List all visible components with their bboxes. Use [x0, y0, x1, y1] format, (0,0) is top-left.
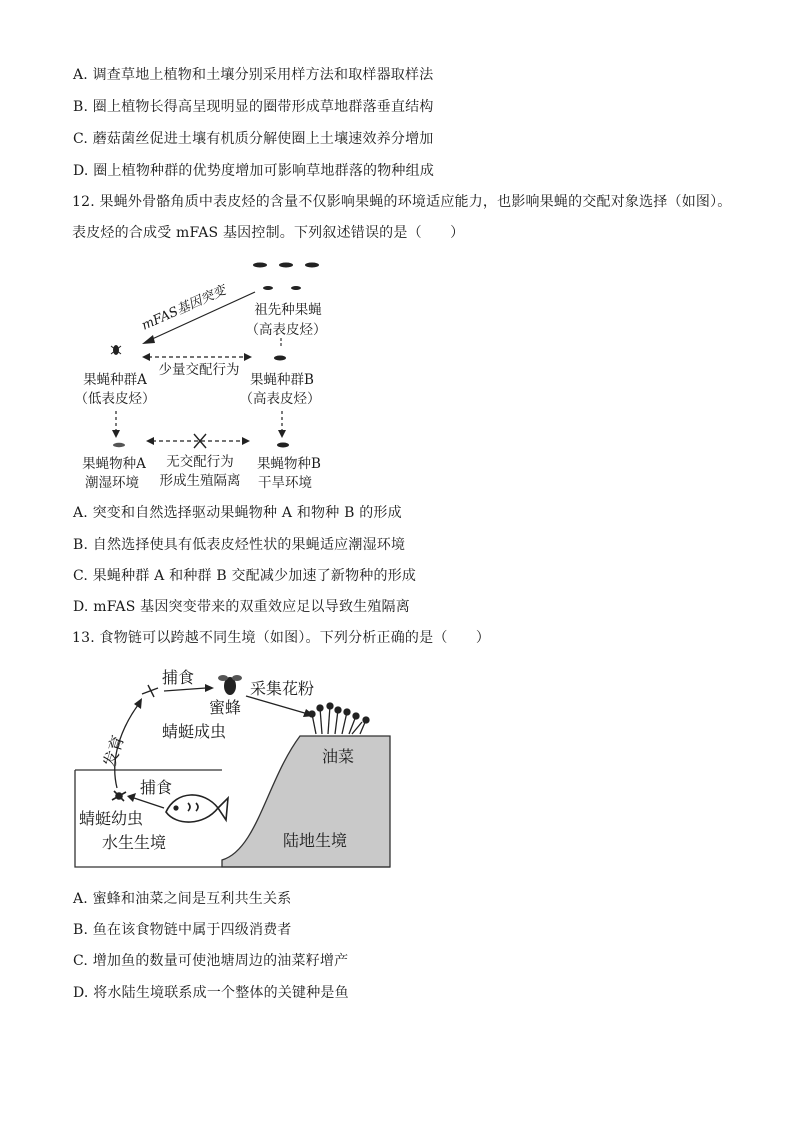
mutation-label: mFAS基因突变 [139, 283, 229, 334]
fish-icon [166, 795, 228, 822]
develop-label: 发育 [99, 732, 128, 770]
q12-option-b: B. 自然选择使具有低表皮烃性状的果蝇适应潮湿环境 [73, 537, 406, 553]
terrestrial-label: 陆地生境 [283, 831, 348, 850]
dragonfly-adult-icon [142, 685, 158, 697]
q11-option-b: B. 圈上植物长得高呈现明显的圈带形成草地群落垂直结构 [73, 99, 434, 115]
species-b-label: 果蝇物种B [257, 456, 321, 472]
population-a-fly-icon [111, 345, 121, 355]
q11-option-c: C. 蘑菇菌丝促进土壤有机质分解使圈上土壤速效养分增加 [73, 131, 434, 147]
q12-option-d: D. mFAS 基因突变带来的双重效应足以导致生殖隔离 [73, 599, 410, 615]
q13-option-c: C. 增加鱼的数量可使池塘周边的油菜籽增产 [73, 953, 349, 969]
species-a-environment: 潮湿环境 [85, 475, 139, 491]
q12-stem-line1: 12. 果蝇外骨骼角质中表皮烃的含量不仅影响果蝇的环境适应能力，也影响果蝇的交配对象选择（如图）。 [72, 194, 732, 210]
q12-fly-speciation-figure [60, 250, 360, 495]
dragonfly-larva-label: 蜻蜓幼虫 [79, 809, 144, 828]
bee-icon [218, 675, 242, 695]
q13-stem: 13. 食物链可以跨越不同生境（如图）。下列分析正确的是（ ） [72, 630, 491, 646]
aquatic-label: 水生生境 [102, 833, 167, 852]
population-a-trait: （低表皮烃） [74, 391, 156, 407]
q12-option-a: A. 突变和自然选择驱动果蝇物种 A 和物种 B 的形成 [73, 505, 402, 521]
prey-bottom-arrow [134, 798, 164, 808]
isolation-label: 形成生殖隔离 [159, 473, 241, 489]
q12-stem-line2: 表皮烃的合成受 mFAS 基因控制。下列叙述错误的是（ ） [72, 225, 465, 241]
prey-top-arrow [164, 688, 206, 691]
population-b-trait: （高表皮烃） [239, 391, 321, 407]
ancestor-fly-icons [253, 263, 319, 291]
q13-option-b: B. 鱼在该食物链中属于四级消费者 [73, 922, 292, 938]
population-a-label: 果蝇种群A [83, 372, 147, 388]
q13-option-d: D. 将水陆生境联系成一个整体的关键种是鱼 [73, 985, 349, 1001]
q11-option-a: A. 调查草地上植物和土壤分别采用样方法和取样器取样法 [73, 67, 434, 83]
few-mating-label: 少量交配行为 [158, 362, 240, 378]
collect-pollen-arrow [246, 696, 308, 714]
no-mating-label: 无交配行为 [166, 454, 234, 470]
q11-option-d: D. 圈上植物种群的优势度增加可影响草地群落的物种组成 [73, 163, 435, 179]
ancestor-label: 祖先种果蝇 [254, 302, 322, 318]
bee-label: 蜜蜂 [209, 698, 242, 717]
dragonfly-larva-icon [112, 791, 126, 801]
population-b-fly-icon [274, 356, 286, 361]
q12-option-c: C. 果蝇种群 A 和种群 B 交配减少加速了新物种的形成 [73, 568, 417, 584]
ancestor-trait-label: （高表皮烃） [245, 322, 327, 338]
species-b-environment: 干旱环境 [258, 475, 312, 491]
rapeseed-label: 油菜 [322, 747, 355, 766]
prey-bottom-label: 捕食 [140, 778, 173, 797]
population-b-label: 果蝇种群B [250, 372, 314, 388]
q13-food-chain-figure [72, 660, 394, 872]
species-b-fly-icon [277, 443, 289, 448]
collect-pollen-label: 采集花粉 [250, 679, 315, 698]
species-a-label: 果蝇物种A [82, 456, 146, 472]
dragonfly-adult-label: 蜻蜓成虫 [162, 722, 227, 741]
q13-option-a: A. 蜜蜂和油菜之间是互利共生关系 [73, 891, 292, 907]
prey-top-label: 捕食 [162, 668, 195, 687]
rapeseed-icon [309, 703, 369, 734]
species-a-fly-icon [113, 443, 125, 447]
